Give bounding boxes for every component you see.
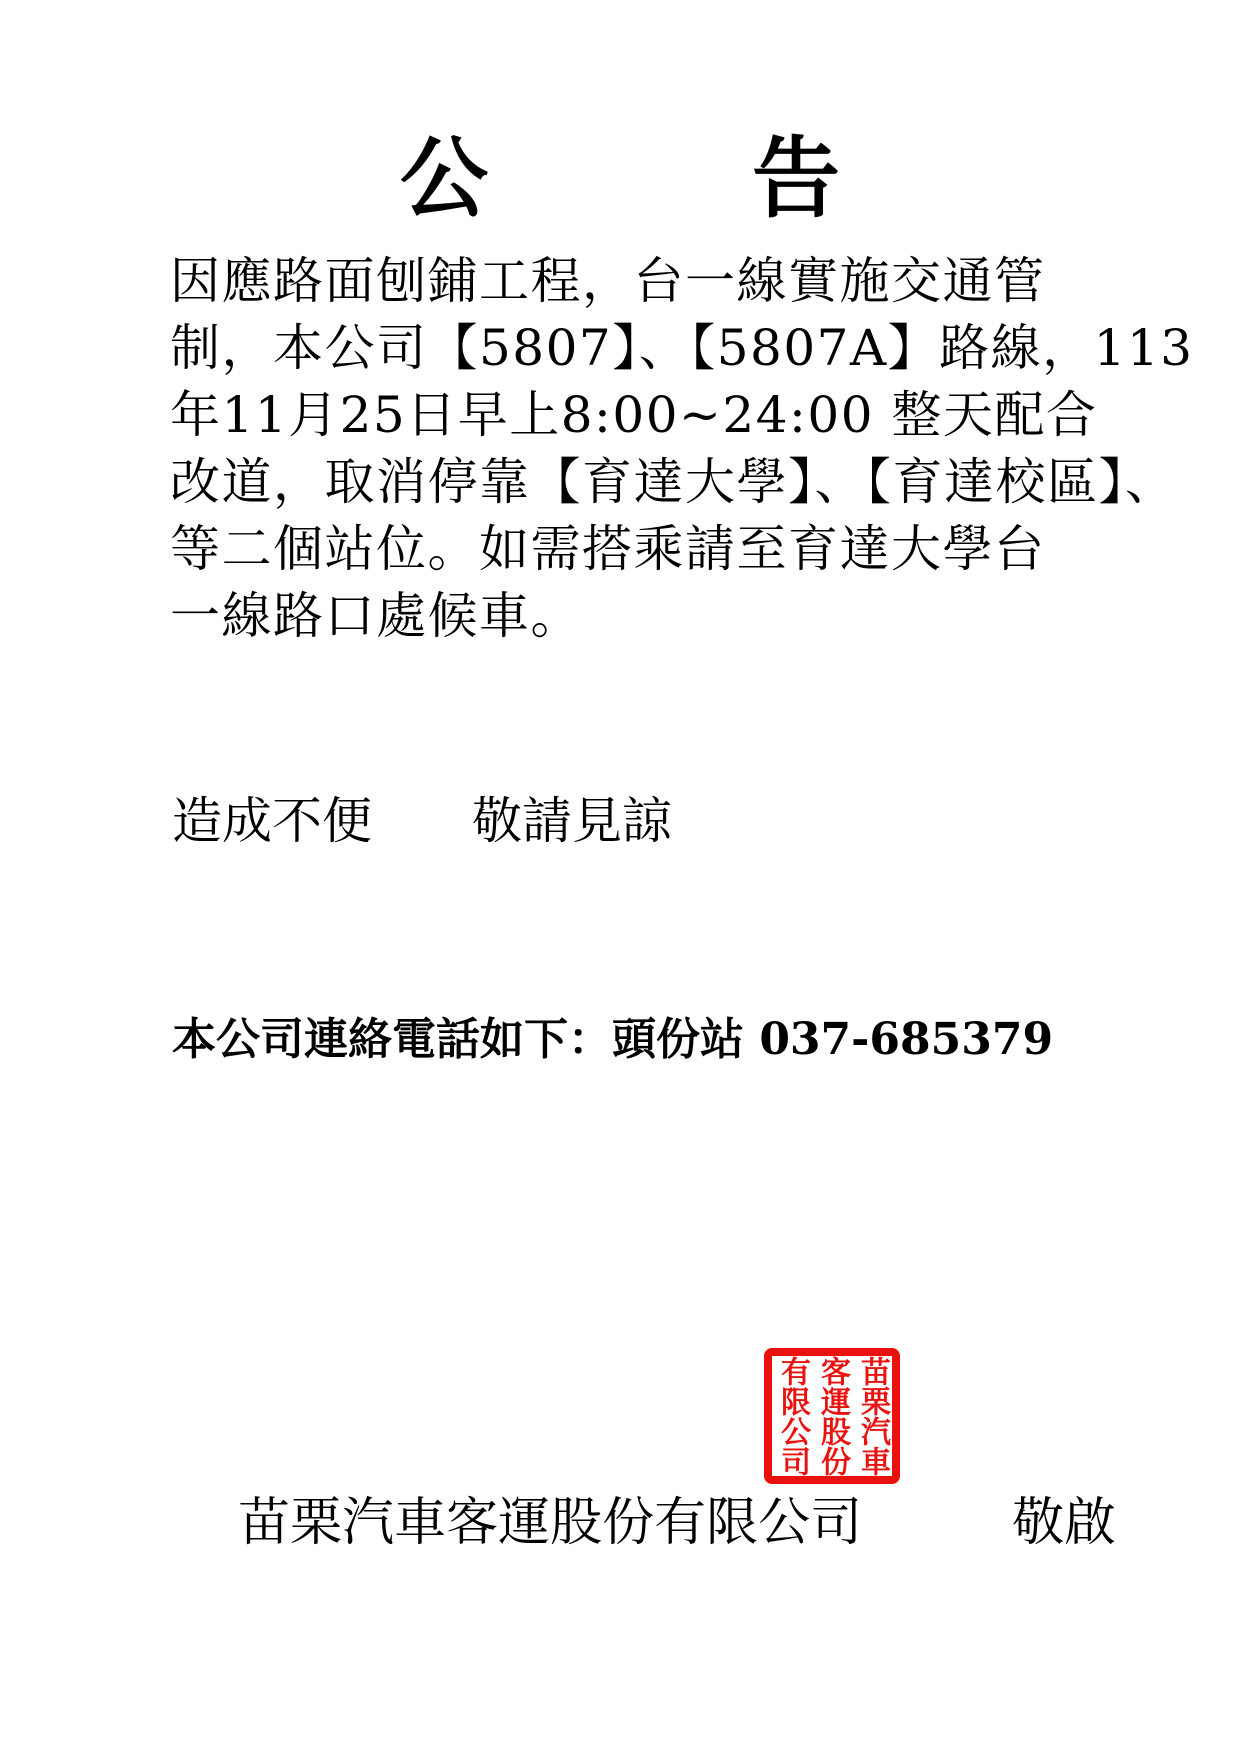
body-line-6: 一線路口處候車。 <box>170 587 582 645</box>
body-line-1: 因應路面刨鋪工程，台一線實施交通管 <box>170 252 1046 310</box>
page-title: 公 告 <box>399 126 840 230</box>
company-seal <box>764 1348 900 1484</box>
body-line-4: 改道，取消停靠【育達大學】、【育達校區】、 <box>170 453 1177 511</box>
body-line-3: 年11月25日早上8:00~24:00 整天配合 <box>170 386 1098 444</box>
signature-suffix: 敬啟 <box>1012 1493 1117 1553</box>
notice-body <box>170 248 1194 650</box>
closing-remark: 造成不便 敬請見諒 <box>172 792 672 850</box>
seal-text: 苗栗汽車客運股份有限公司 <box>775 1356 890 1476</box>
body-line-2: 制，本公司【5807】、【5807A】路線，113 <box>170 319 1194 377</box>
signature-line <box>172 1418 1116 1628</box>
contact-phone: 本公司連絡電話如下：頭份站 037-685379 <box>172 1014 1054 1065</box>
body-line-5: 等二個站位。如需搭乘請至育達大學台 <box>170 520 1046 578</box>
company-name: 苗栗汽車客運股份有限公司 <box>238 1493 863 1553</box>
